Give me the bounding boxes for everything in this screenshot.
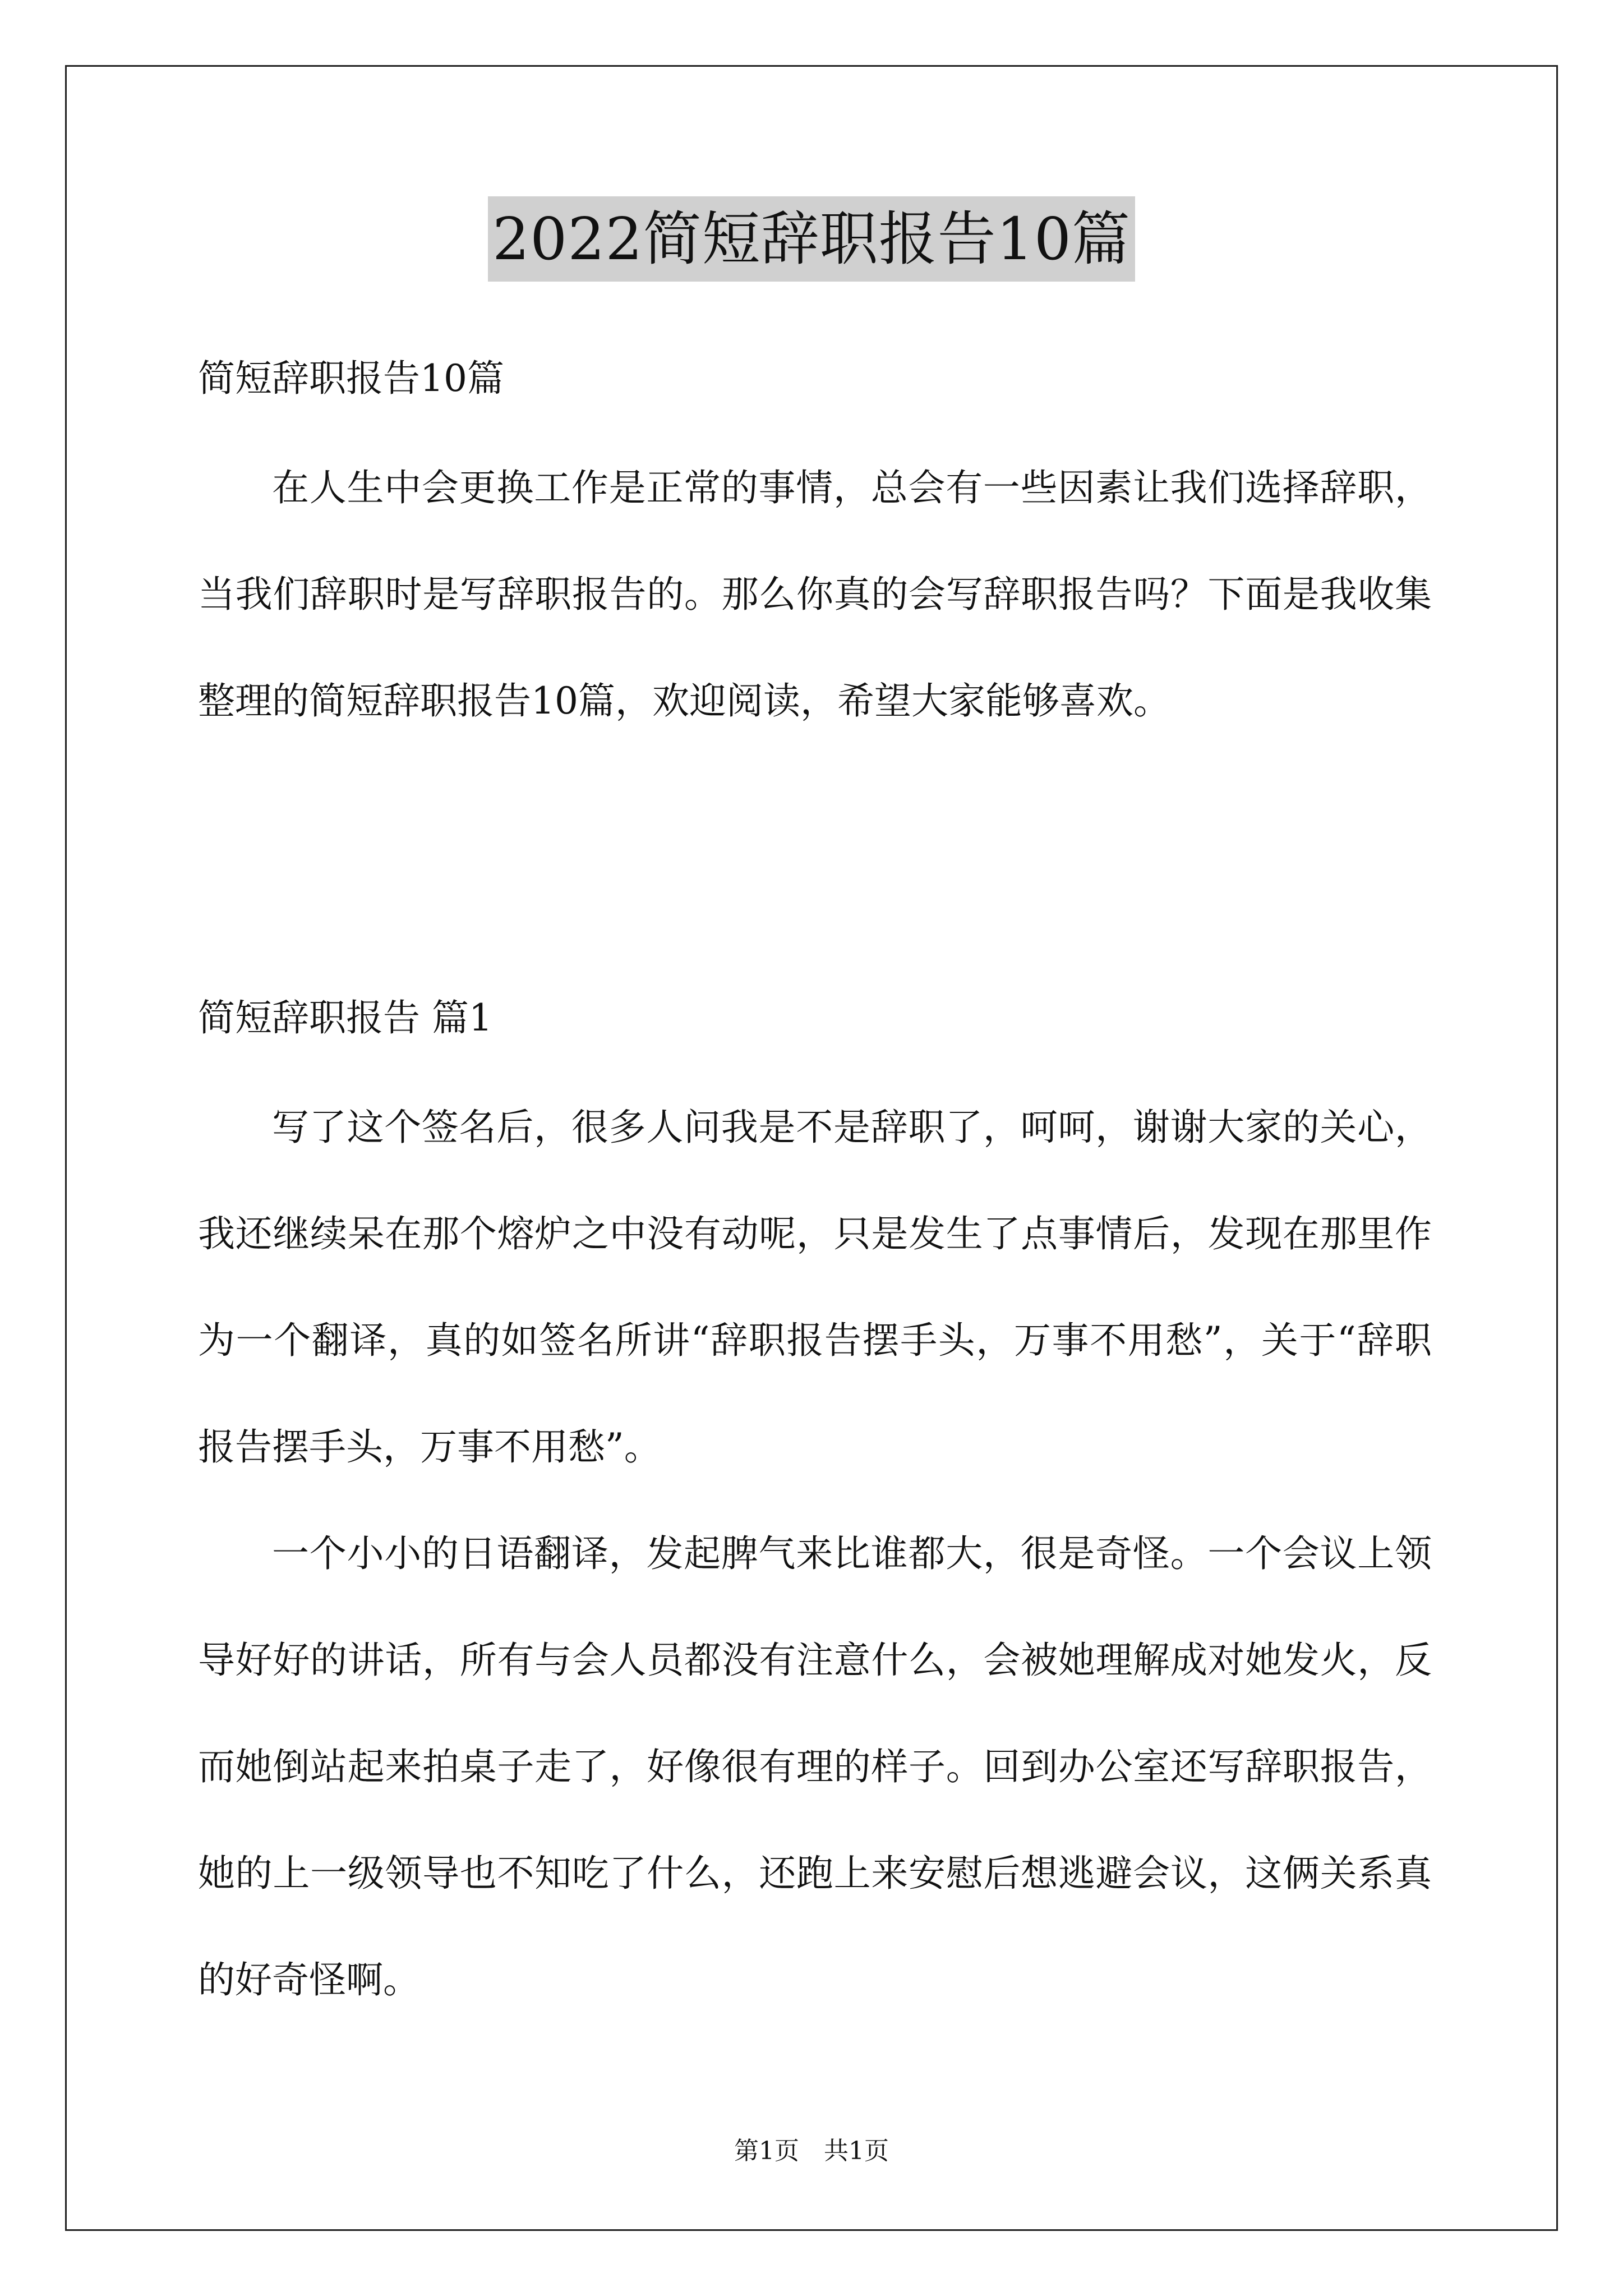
intro-heading: 简短辞职报告10篇: [198, 357, 504, 400]
page-footer: [0, 2134, 1623, 2168]
section-heading: 简短辞职报告 篇1: [198, 996, 492, 1039]
intro-paragraph: 在人生中会更换工作是正常的事情，总会有一些因素让我们选择辞职，当我们辞职时是写辞职报告的。那么你真的会写辞职报告吗？下面是我收集整理的简短辞职报告10篇，欢迎阅读，希望大家能够喜欢。: [198, 466, 1432, 723]
body-paragraph: 写了这个签名后，很多人问我是不是辞职了，呵呵，谢谢大家的关心，我还继续呆在那个熔炉之中没有动呢，只是发生了点事情后，发现在那里作为一个翻译，真的如签名所讲“辞职报告摆手头，万事不用愁”，关于“辞职报告摆手头，万事不用愁”。: [198, 1106, 1432, 1469]
section-body: [198, 1074, 1432, 2033]
title-area: [0, 196, 1623, 282]
body-paragraph: 一个小小的日语翻译，发起脾气来比谁都大，很是奇怪。一个会议上领导好好的讲话，所有与会人员都没有注意什么，会被她理解成对她发火，反而她倒站起来拍桌子走了，好像很有理的样子。回到办公室还写辞职报告，她的上一级领导也不知吃了什么，还跑上来安慰后想逃避会议，这俩关系真的好奇怪啊。: [198, 1532, 1432, 2001]
page-total: 共1页: [824, 2137, 889, 2165]
document-title: 2022简短辞职报告10篇: [488, 196, 1135, 282]
page-number: 第1页: [734, 2137, 799, 2165]
intro-section: [198, 435, 1432, 754]
